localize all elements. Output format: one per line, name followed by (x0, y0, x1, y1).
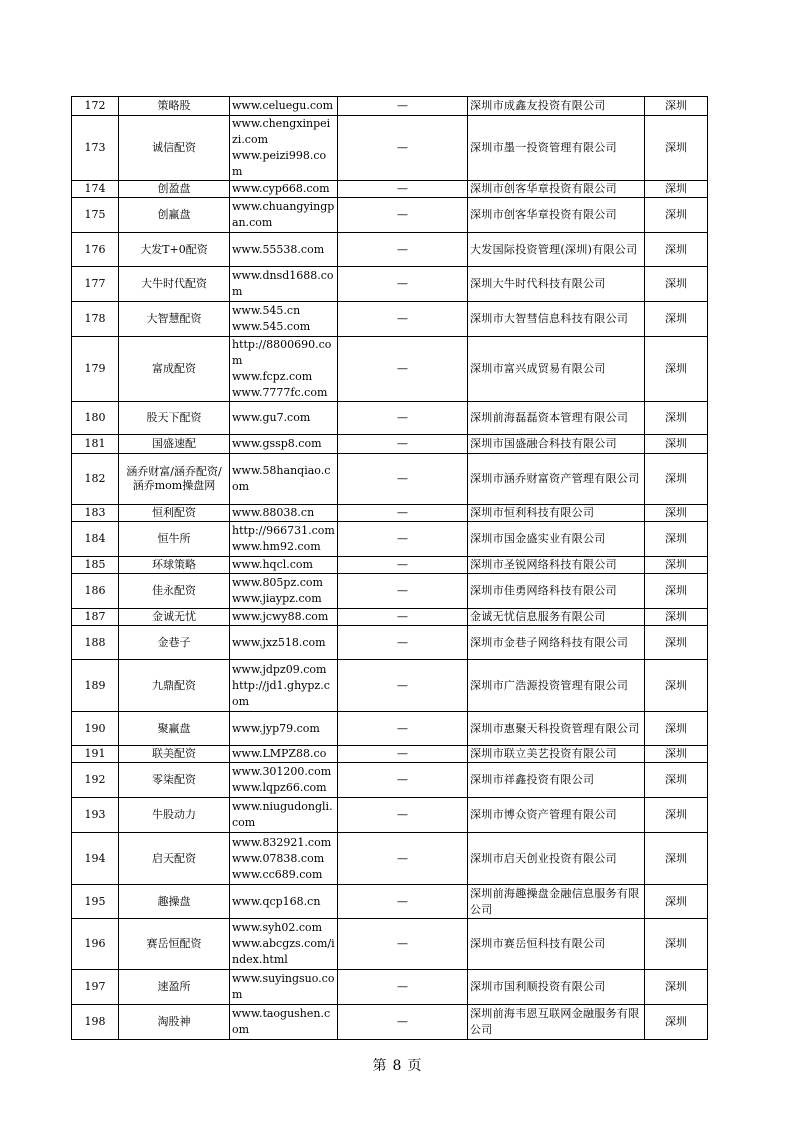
placeholder-dash: — (338, 626, 468, 660)
company-name: 深圳市启天创业投资有限公司 (468, 833, 645, 885)
placeholder-dash: — (338, 267, 468, 302)
company-name: 深圳市赛岳恒科技有限公司 (468, 919, 645, 970)
table-row (72, 116, 708, 181)
company-name: 深圳前海韦恩互联网金融服务有限公司 (468, 1005, 645, 1040)
platform-url: www.jcwy88.com (230, 609, 338, 626)
company-name: 深圳市恒利科技有限公司 (468, 505, 645, 522)
table-row (72, 181, 708, 198)
row-number: 197 (72, 970, 119, 1005)
placeholder-dash: — (338, 116, 468, 181)
table-row (72, 833, 708, 885)
row-number: 189 (72, 660, 119, 712)
table-row (72, 763, 708, 798)
table-row (72, 712, 708, 746)
platform-name: 大牛时代配资 (119, 267, 230, 302)
platform-url: www.taogushen.com (230, 1005, 338, 1040)
placeholder-dash: — (338, 337, 468, 402)
company-name: 深圳市国利顺投资有限公司 (468, 970, 645, 1005)
placeholder-dash: — (338, 919, 468, 970)
placeholder-dash: — (338, 505, 468, 522)
placeholder-dash: — (338, 454, 468, 505)
placeholder-dash: — (338, 833, 468, 885)
company-name: 深圳市佳勇网络科技有限公司 (468, 574, 645, 609)
platform-name: 金巷子 (119, 626, 230, 660)
platform-url: www.jdpz09.com http://jd1.ghypz.com (230, 660, 338, 712)
row-number: 172 (72, 97, 119, 116)
page-number: 8 (392, 1058, 402, 1074)
city-name: 深圳 (645, 505, 708, 522)
table-row (72, 267, 708, 302)
row-number: 183 (72, 505, 119, 522)
platform-name: 富成配资 (119, 337, 230, 402)
placeholder-dash: — (338, 712, 468, 746)
table-row (72, 919, 708, 970)
city-name: 深圳 (645, 181, 708, 198)
table-row (72, 402, 708, 435)
company-name: 深圳前海趣操盘金融信息服务有限公司 (468, 885, 645, 919)
city-name: 深圳 (645, 712, 708, 746)
company-name: 深圳市大智彗信息科技有限公司 (468, 302, 645, 337)
placeholder-dash: — (338, 198, 468, 233)
row-number: 178 (72, 302, 119, 337)
row-number: 198 (72, 1005, 119, 1040)
placeholder-dash: — (338, 522, 468, 557)
table-row (72, 970, 708, 1005)
city-name: 深圳 (645, 919, 708, 970)
platform-url: www.gssp8.com (230, 435, 338, 454)
platform-name: 股天下配资 (119, 402, 230, 435)
company-name: 深圳市富兴成贸易有限公司 (468, 337, 645, 402)
platform-url: www.LMPZ88.co (230, 746, 338, 763)
table-row (72, 626, 708, 660)
placeholder-dash: — (338, 402, 468, 435)
row-number: 192 (72, 763, 119, 798)
platform-name: 诚信配资 (119, 116, 230, 181)
table-row (72, 233, 708, 267)
platform-name: 国盛速配 (119, 435, 230, 454)
placeholder-dash: — (338, 746, 468, 763)
listing-table (71, 96, 708, 1040)
company-name: 深圳市博众资产管理有限公司 (468, 798, 645, 833)
platform-name: 聚赢盘 (119, 712, 230, 746)
table-row (72, 660, 708, 712)
table-row (72, 798, 708, 833)
platform-name: 赛岳恒配资 (119, 919, 230, 970)
city-name: 深圳 (645, 609, 708, 626)
platform-name: 淘股神 (119, 1005, 230, 1040)
company-name: 深圳市祥鑫投资有限公司 (468, 763, 645, 798)
platform-name: 佳永配资 (119, 574, 230, 609)
city-name: 深圳 (645, 557, 708, 574)
listing-table-container (71, 96, 707, 1040)
table-row (72, 522, 708, 557)
city-name: 深圳 (645, 454, 708, 505)
city-name: 深圳 (645, 97, 708, 116)
row-number: 191 (72, 746, 119, 763)
table-row (72, 505, 708, 522)
platform-url: www.chuangyingpan.com (230, 198, 338, 233)
platform-url: www.niugudongli.com (230, 798, 338, 833)
company-name: 深圳市创客华章投资有限公司 (468, 181, 645, 198)
platform-url: http://966731.com www.hm92.com (230, 522, 338, 557)
company-name: 深圳市金巷子网络科技有限公司 (468, 626, 645, 660)
platform-url: www.805pz.com www.jiaypz.com (230, 574, 338, 609)
table-row (72, 746, 708, 763)
placeholder-dash: — (338, 181, 468, 198)
row-number: 186 (72, 574, 119, 609)
row-number: 177 (72, 267, 119, 302)
platform-name: 恒牛所 (119, 522, 230, 557)
platform-name: 大发T+0配资 (119, 233, 230, 267)
city-name: 深圳 (645, 435, 708, 454)
platform-url: www.545.cn www.545.com (230, 302, 338, 337)
city-name: 深圳 (645, 402, 708, 435)
platform-name: 牛股动力 (119, 798, 230, 833)
city-name: 深圳 (645, 798, 708, 833)
row-number: 188 (72, 626, 119, 660)
company-name: 深圳前海磊磊资本管理有限公司 (468, 402, 645, 435)
city-name: 深圳 (645, 970, 708, 1005)
company-name: 深圳大牛时代科技有限公司 (468, 267, 645, 302)
city-name: 深圳 (645, 198, 708, 233)
table-row (72, 97, 708, 116)
city-name: 深圳 (645, 660, 708, 712)
company-name: 深圳市涵乔财富资产管理有限公司 (468, 454, 645, 505)
platform-name: 启天配资 (119, 833, 230, 885)
platform-url: www.suyingsuo.com (230, 970, 338, 1005)
platform-name: 金诚无忧 (119, 609, 230, 626)
platform-url: www.jyp79.com (230, 712, 338, 746)
company-name: 深圳市成鑫友投资有限公司 (468, 97, 645, 116)
row-number: 179 (72, 337, 119, 402)
city-name: 深圳 (645, 267, 708, 302)
platform-url: www.gu7.com (230, 402, 338, 435)
platform-name: 创盈盘 (119, 181, 230, 198)
city-name: 深圳 (645, 885, 708, 919)
platform-url: www.celuegu.com (230, 97, 338, 116)
row-number: 176 (72, 233, 119, 267)
city-name: 深圳 (645, 626, 708, 660)
row-number: 185 (72, 557, 119, 574)
company-name: 深圳市国金盛实业有限公司 (468, 522, 645, 557)
city-name: 深圳 (645, 763, 708, 798)
platform-url: www.cyp668.com (230, 181, 338, 198)
platform-url: www.hqcl.com (230, 557, 338, 574)
table-row (72, 337, 708, 402)
city-name: 深圳 (645, 1005, 708, 1040)
city-name: 深圳 (645, 574, 708, 609)
platform-name: 零柒配资 (119, 763, 230, 798)
table-row (72, 574, 708, 609)
company-name: 大发国际投资管理(深圳)有限公司 (468, 233, 645, 267)
placeholder-dash: — (338, 302, 468, 337)
platform-url: www.88038.cn (230, 505, 338, 522)
row-number: 190 (72, 712, 119, 746)
row-number: 173 (72, 116, 119, 181)
platform-url: www.jxz518.com (230, 626, 338, 660)
row-number: 194 (72, 833, 119, 885)
table-row (72, 609, 708, 626)
company-name: 深圳市惠聚天科投资管理有限公司 (468, 712, 645, 746)
platform-url: www.dnsd1688.com (230, 267, 338, 302)
platform-name: 九鼎配资 (119, 660, 230, 712)
placeholder-dash: — (338, 557, 468, 574)
table-row (72, 302, 708, 337)
platform-name: 大智慧配资 (119, 302, 230, 337)
city-name: 深圳 (645, 522, 708, 557)
platform-name: 创赢盘 (119, 198, 230, 233)
company-name: 金诚无忧信息服务有限公司 (468, 609, 645, 626)
platform-url: www.58hanqiao.com (230, 454, 338, 505)
placeholder-dash: — (338, 660, 468, 712)
platform-url: www.chengxinpeizi.com www.peizi998.com (230, 116, 338, 181)
placeholder-dash: — (338, 233, 468, 267)
platform-url: www.55538.com (230, 233, 338, 267)
placeholder-dash: — (338, 763, 468, 798)
placeholder-dash: — (338, 970, 468, 1005)
table-row (72, 454, 708, 505)
row-number: 184 (72, 522, 119, 557)
platform-name: 速盈所 (119, 970, 230, 1005)
footer-suffix: 页 (407, 1058, 422, 1074)
row-number: 181 (72, 435, 119, 454)
platform-url: www.301200.com www.lqpz66.com (230, 763, 338, 798)
row-number: 180 (72, 402, 119, 435)
platform-url: http://8800690.com www.fcpz.com www.7777fc.com (230, 337, 338, 402)
platform-name: 趣操盘 (119, 885, 230, 919)
platform-name: 策略股 (119, 97, 230, 116)
company-name: 深圳市国盛融合科技有限公司 (468, 435, 645, 454)
city-name: 深圳 (645, 746, 708, 763)
page-footer (0, 1055, 794, 1075)
row-number: 195 (72, 885, 119, 919)
placeholder-dash: — (338, 1005, 468, 1040)
row-number: 187 (72, 609, 119, 626)
placeholder-dash: — (338, 574, 468, 609)
placeholder-dash: — (338, 798, 468, 833)
row-number: 196 (72, 919, 119, 970)
placeholder-dash: — (338, 435, 468, 454)
city-name: 深圳 (645, 116, 708, 181)
footer-prefix: 第 (372, 1058, 387, 1074)
placeholder-dash: — (338, 885, 468, 919)
platform-url: www.832921.com www.07838.com www.cc689.com (230, 833, 338, 885)
city-name: 深圳 (645, 833, 708, 885)
platform-name: 联美配资 (119, 746, 230, 763)
platform-name: 恒利配资 (119, 505, 230, 522)
row-number: 175 (72, 198, 119, 233)
table-row (72, 557, 708, 574)
placeholder-dash: — (338, 97, 468, 116)
platform-url: www.syh02.com www.abcgzs.com/index.html (230, 919, 338, 970)
platform-url: www.qcp168.cn (230, 885, 338, 919)
placeholder-dash: — (338, 609, 468, 626)
city-name: 深圳 (645, 233, 708, 267)
platform-name: 环球策略 (119, 557, 230, 574)
table-row (72, 198, 708, 233)
row-number: 174 (72, 181, 119, 198)
row-number: 182 (72, 454, 119, 505)
company-name: 深圳市圣锐网络科技有限公司 (468, 557, 645, 574)
company-name: 深圳市墨一投资管理有限公司 (468, 116, 645, 181)
platform-name: 涵乔财富/涵乔配资/涵乔mom操盘网 (119, 454, 230, 505)
company-name: 深圳市广浩源投资管理有限公司 (468, 660, 645, 712)
row-number: 193 (72, 798, 119, 833)
city-name: 深圳 (645, 337, 708, 402)
table-row (72, 885, 708, 919)
city-name: 深圳 (645, 302, 708, 337)
table-row (72, 435, 708, 454)
company-name: 深圳市创客华章投资有限公司 (468, 198, 645, 233)
table-row (72, 1005, 708, 1040)
company-name: 深圳市联立美艺投资有限公司 (468, 746, 645, 763)
